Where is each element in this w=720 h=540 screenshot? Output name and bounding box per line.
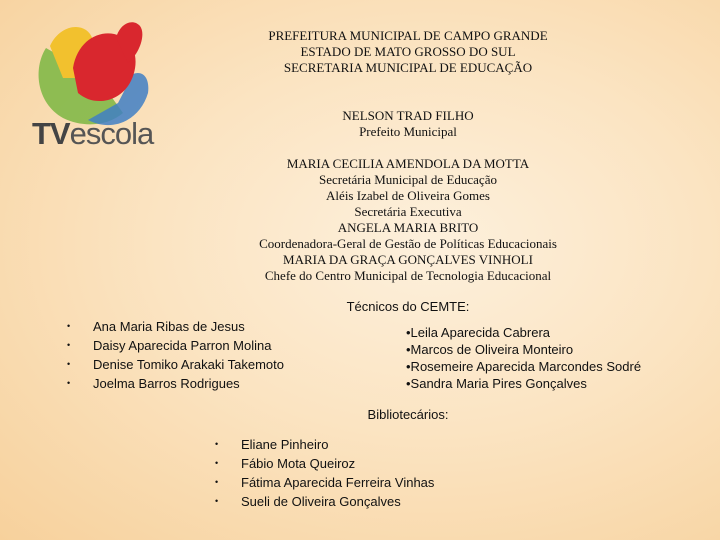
list-item: • Daisy Aparecida Parron Molina: [67, 338, 272, 353]
list-item: • Ana Maria Ribas de Jesus: [67, 319, 245, 334]
official-secretary: [198, 156, 618, 284]
official-mayor: [198, 108, 618, 140]
list-item: • Fábio Mota Queiroz: [215, 456, 356, 471]
tv-escola-wordmark: TVescola: [32, 116, 154, 151]
official-role: Chefe do Centro Municipal de Tecnologia Educacional: [264, 268, 552, 283]
list-item: • Denise Tomiko Arakaki Takemoto: [67, 357, 285, 372]
list-item: •Leila Aparecida Cabrera: [406, 325, 551, 340]
list-item: •Sandra Maria Pires Gonçalves: [406, 376, 587, 391]
list-item: •Rosemeire Aparecida Marcondes Sodré: [406, 359, 642, 374]
header-line-2: ESTADO DE MATO GROSSO DO SUL: [300, 44, 516, 59]
list-item: • Eliane Pinheiro: [215, 437, 329, 452]
tecnicos-heading: Técnicos do CEMTE:: [346, 299, 470, 314]
official-role: Prefeito Municipal: [359, 124, 457, 139]
official-name: Aléis Izabel de Oliveira Gomes: [326, 188, 490, 203]
tecnicos-left-list: [67, 317, 285, 393]
bibliotecarios-heading: Bibliotecários:: [367, 407, 449, 422]
institution-header: [198, 28, 618, 76]
tecnicos-right-list: [406, 324, 641, 392]
official-name: ANGELA MARIA BRITO: [337, 220, 479, 235]
list-item: • Sueli de Oliveira Gonçalves: [215, 494, 401, 509]
list-item: •Marcos de Oliveira Monteiro: [406, 342, 574, 357]
header-line-1: PREFEITURA MUNICIPAL DE CAMPO GRANDE: [268, 28, 548, 43]
header-line-3: SECRETARIA MUNICIPAL DE EDUCAÇÃO: [283, 60, 533, 75]
list-item: • Fátima Aparecida Ferreira Vinhas: [215, 475, 435, 490]
list-item: • Joelma Barros Rodrigues: [67, 376, 240, 391]
bibliotecarios-list: [215, 435, 435, 511]
official-name: MARIA DA GRAÇA GONÇALVES VINHOLI: [283, 252, 533, 267]
official-role: Coordenadora-Geral de Gestão de Políticas Educacionais: [259, 236, 557, 251]
official-role: Secretária Executiva: [354, 204, 462, 219]
official-name: MARIA CECILIA AMENDOLA DA MOTTA: [286, 156, 530, 171]
official-name: NELSON TRAD FILHO: [342, 108, 474, 123]
official-role: Secretária Municipal de Educação: [319, 172, 497, 187]
